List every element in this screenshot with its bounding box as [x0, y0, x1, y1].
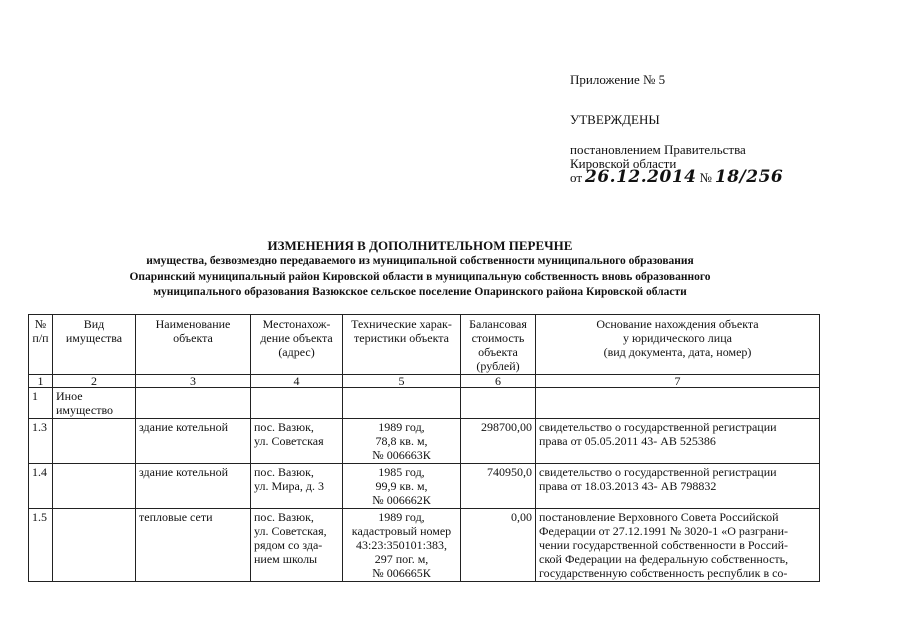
column-header-line: №: [34, 317, 47, 331]
cell-specs-line: № 006662К: [372, 493, 431, 507]
cell-address-line: пос. Вазюк,: [254, 510, 314, 524]
cell-value: [461, 388, 536, 419]
cell-specs-line: 43:23:350101:383,: [355, 538, 447, 552]
column-header-line: объекта: [478, 345, 518, 359]
column-header-line: теристики объекта: [354, 331, 449, 345]
column-header-line: (вид документа, дата, номер): [603, 345, 752, 359]
column-header-line: имущества: [65, 331, 123, 345]
column-header-line: Технические харак-: [351, 317, 452, 331]
column-header-line: объекта: [173, 331, 213, 345]
cell-value-line: 0,00: [511, 510, 532, 524]
cell-value: [461, 509, 536, 582]
cell-value: [461, 464, 536, 509]
decree-line-1: постановлением Правительства: [570, 142, 746, 157]
column-number: 4: [251, 375, 343, 388]
column-header-line: Основание нахождения объекта: [596, 317, 759, 331]
column-number: 1: [29, 375, 53, 388]
cell-name: [136, 464, 251, 509]
column-header-line: Вид: [83, 317, 105, 331]
cell-specs-line: 1989 год,: [378, 510, 425, 524]
cell-name-line: тепловые сети: [139, 510, 213, 524]
column-number-row: [29, 375, 820, 388]
cell-basis-line: свидетельство о государственной регистрации: [539, 420, 777, 434]
cell-value-line: 740950,0: [487, 465, 532, 479]
cell-basis: [536, 464, 820, 509]
column-header-line: у юридического лица: [623, 331, 732, 345]
cell-address-line: ул. Советская: [254, 434, 324, 448]
cell-basis-line: права от 18.03.2013 43- АВ 798832: [539, 479, 717, 493]
column-number: 7: [536, 375, 820, 388]
cell-number-line: 1: [32, 389, 38, 403]
cell-number: [29, 464, 53, 509]
cell-number: [29, 419, 53, 464]
cell-basis-line: права от 05.05.2011 43- АВ 525386: [539, 434, 716, 448]
cell-basis-line: постановление Верховного Совета Российской: [539, 510, 779, 524]
approved-label: УТВЕРЖДЕНЫ: [570, 112, 660, 127]
cell-number: [29, 509, 53, 582]
cell-address-line: ул. Мира, д. 3: [254, 479, 324, 493]
table-row: [29, 464, 820, 509]
cell-address-line: ул. Советская,: [254, 524, 327, 538]
cell-value: [461, 419, 536, 464]
cell-address: [251, 419, 343, 464]
title-line-3: муниципального образования Вазюкское сельское поселение Опаринского района Кировской области: [153, 286, 687, 298]
table-row: [29, 388, 820, 419]
column-header-line: п/п: [32, 331, 49, 345]
cell-type: [53, 509, 136, 582]
cell-address-line: нием школы: [254, 552, 318, 566]
cell-specs: [343, 509, 461, 582]
cell-specs-line: 297 пог. м,: [374, 552, 429, 566]
cell-type-line: имущество: [56, 403, 114, 417]
decree-number-handwritten: 18/256: [714, 167, 784, 187]
cell-name: [136, 419, 251, 464]
cell-name: [136, 509, 251, 582]
cell-basis: [536, 419, 820, 464]
document-title: ИЗМЕНЕНИЯ В ДОПОЛНИТЕЛЬНОМ ПЕРЕЧНЕ: [267, 238, 573, 253]
column-header-line: Местонахож-: [262, 317, 331, 331]
cell-basis: [536, 509, 820, 582]
document-title-block: [60, 238, 780, 301]
column-header: [343, 315, 461, 375]
decree-date-number: [570, 167, 784, 187]
column-header-line: (адрес): [278, 345, 315, 359]
cell-basis-line: свидетельство о государственной регистрации: [539, 465, 777, 479]
cell-specs: [343, 419, 461, 464]
cell-name: [136, 388, 251, 419]
cell-name-line: здание котельной: [139, 465, 229, 479]
cell-address: [251, 509, 343, 582]
column-header: [461, 315, 536, 375]
title-line-1: имущества, безвозмездно передаваемого из муниципальной собственности муниципального образования: [146, 255, 694, 267]
column-number: 5: [343, 375, 461, 388]
decree-from-label: от: [570, 170, 583, 185]
cell-specs-line: кадастровый номер: [351, 524, 452, 538]
cell-basis-line: чении государственной собственности в Россий-: [539, 538, 789, 552]
cell-basis-line: Федерации от 27.12.1991 № 3020-1 «О разграни-: [539, 524, 789, 538]
decree-line-2: Кировской области: [570, 156, 677, 171]
cell-name-line: здание котельной: [139, 420, 229, 434]
cell-basis: [536, 388, 820, 419]
cell-specs: [343, 464, 461, 509]
cell-specs-line: № 006665К: [372, 566, 431, 580]
cell-specs-line: 78,8 кв. м,: [375, 434, 428, 448]
cell-basis-line: государственную собственность республик в со-: [539, 566, 788, 580]
cell-number-line: 1.5: [32, 510, 47, 524]
cell-address-line: рядом со зда-: [254, 538, 323, 552]
column-header: [536, 315, 820, 375]
column-number: 3: [136, 375, 251, 388]
cell-specs-line: 99,9 кв. м,: [375, 479, 428, 493]
cell-address: [251, 464, 343, 509]
table-row: [29, 419, 820, 464]
property-table: [28, 314, 820, 582]
title-line-2: Опаринский муниципальный район Кировской области в муниципальную собственность вновь образованного: [129, 270, 711, 283]
decree-number-label: №: [699, 170, 712, 185]
table-header-row: [29, 315, 820, 375]
cell-specs-line: 1985 год,: [378, 465, 425, 479]
column-header: [251, 315, 343, 375]
cell-basis-line: ской Федерации на федеральную собственность,: [539, 552, 789, 566]
column-number: 6: [461, 375, 536, 388]
column-header-line: дение объекта: [260, 331, 333, 345]
cell-address-line: пос. Вазюк,: [254, 465, 314, 479]
column-header-line: стоимость: [471, 331, 525, 345]
appendix-label: Приложение № 5: [570, 72, 666, 87]
cell-type: [53, 388, 136, 419]
cell-type-line: Иное: [56, 389, 83, 403]
decree-date-handwritten: 26.12.2014: [585, 167, 697, 187]
cell-specs: [343, 388, 461, 419]
cell-type: [53, 419, 136, 464]
table-row: [29, 509, 820, 582]
cell-specs-line: 1989 год,: [378, 420, 425, 434]
cell-number-line: 1.3: [32, 420, 47, 434]
cell-value-line: 298700,00: [481, 420, 532, 434]
column-header-line: (рублей): [476, 359, 520, 373]
cell-number: [29, 388, 53, 419]
cell-number-line: 1.4: [32, 465, 47, 479]
cell-specs-line: № 006663К: [372, 448, 431, 462]
column-header-line: Балансовая: [469, 317, 527, 331]
column-header-line: Наименование: [155, 317, 231, 331]
column-header: [136, 315, 251, 375]
column-header: [29, 315, 53, 375]
column-number: 2: [53, 375, 136, 388]
cell-type: [53, 464, 136, 509]
column-header: [53, 315, 136, 375]
cell-address-line: пос. Вазюк,: [254, 420, 314, 434]
cell-address: [251, 388, 343, 419]
